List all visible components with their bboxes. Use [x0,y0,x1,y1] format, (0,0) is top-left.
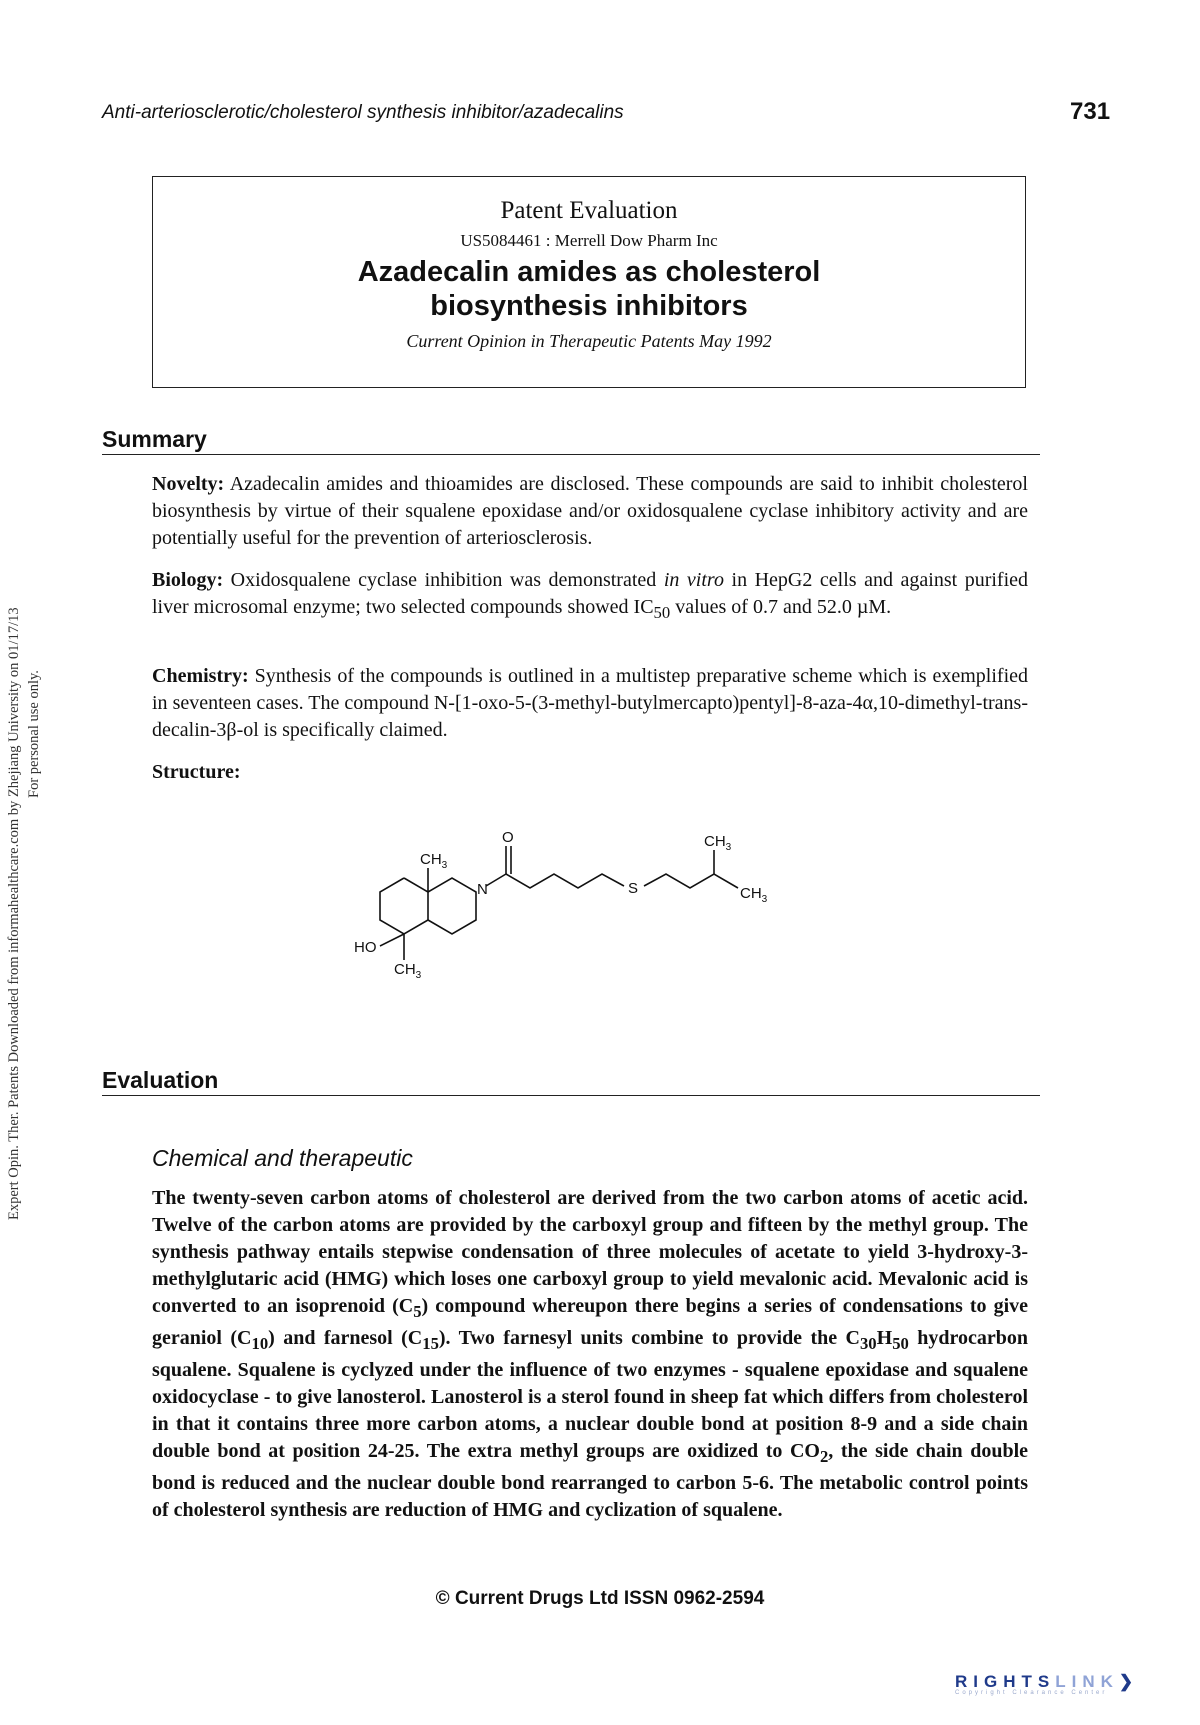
sub-c10: 10 [251,1334,269,1353]
rightslink-wordmark: RIGHTSLINK❯ [955,1672,1140,1691]
biology-label: Biology: [152,569,224,591]
eval-text-6: hydrocarbon squalene. Squalene is cyclyzed under the influence of two enzymes - squalene epoxidase and squalene oxidocyclase - to give lanosterol. Lanosterol is a sterol found in sheep fat which differs from cholesterol in that it contains three more carbon atoms, a nuclear double bond at position 8-9 and a side chain double bond at position 24-25. The extra methyl groups are oxidized to CO [152,1327,1029,1462]
chemical-structure [340,800,860,980]
ch3-top: $CH_3$ [420,851,448,871]
eval-text-4: ). Two farnesyl units combine to provide the C [438,1327,860,1349]
n-atom: N [477,881,488,898]
patent-number: US5084461 : Merrell Dow Pharm Inc [460,231,718,250]
novelty-label: Novelty: [152,473,225,495]
eval-text-3: ) and farnesol (C [268,1327,423,1349]
copyright-line: © Current Drugs Ltd ISSN 0962-2594 [435,1588,765,1609]
novelty-text: Azadecalin amides and thioamides are disclosed. These compounds are said to inhibit cholesterol biosynthesis by virtue of their squalene epoxidase and/or oxidosqualene cyclase inhibitory activity and are potentially useful for the prevention of arteriosclerosis. [152,473,1028,549]
biology-text-a: Oxidosqualene cyclase inhibition was demonstrated [230,569,657,591]
biology-text-b: in HepG2 cells and against purified liver microsomal enzyme; two selected compounds showed IC [152,569,1029,618]
side-watermark [0,295,62,1225]
ch3-bottom: $CH_3$ [394,961,422,980]
sub-c5: 5 [413,1302,422,1321]
running-head: Anti-arteriosclerotic/cholesterol synthesis inhibitor/azadecalins [102,102,624,123]
rightslink-link: LINK [1055,1672,1119,1691]
sub-h50: 50 [892,1334,909,1353]
ho-group: HO [354,939,377,956]
rightslink-subtitle: Copyright Clearance Center [955,1690,1108,1696]
sub-co2: 2 [819,1447,829,1466]
watermark-line-2: For personal use only. [26,670,42,798]
summary-heading: Summary [102,426,1040,455]
biology-in-vitro: in vitro [663,569,724,591]
biology-text-c: values of 0.7 and 52.0 µM. [675,596,892,618]
evaluation-heading: Evaluation [102,1067,1040,1096]
sub-c15: 15 [422,1334,439,1353]
source-citation: Current Opinion in Therapeutic Patents May 1992 [406,331,772,351]
ch3-branch-top: $CH_3$ [704,833,732,853]
subsection-heading: Chemical and therapeutic [152,1145,413,1171]
article-title [153,255,1025,323]
novelty-paragraph [152,471,1028,552]
title-line-2: biosynthesis inhibitors [430,290,748,322]
box-heading: Patent Evaluation [500,197,678,224]
sub-c30: 30 [859,1334,877,1353]
patent-evaluation-box [152,176,1026,388]
chemistry-paragraph [152,663,1028,744]
evaluation-body [152,1185,1028,1524]
chemistry-label: Chemistry: [152,665,249,687]
rightslink-logo [955,1672,1195,1712]
watermark-line-1: Expert Opin. Ther. Patents Downloaded from informahealthcare.com by Zhejiang University on 01/17/13 [6,607,22,1220]
eval-text-5: H [876,1327,893,1349]
eval-text-1: The twenty-seven carbon atoms of cholesterol are derived from the two carbon atoms of acetic acid. Twelve of the carbon atoms are provided by the carboxyl group and fifteen by the methyl group. The synthesis pathway entails stepwise condensation of three molecules of acetate to yield 3-hydroxy-3-methylglutaric acid (HMG) which loses one carboxyl group to yield mevalonic acid. Mevalonic acid is converted to an isoprenoid (C [152,1187,1028,1317]
structure-label: Structure: [152,761,241,783]
o-atom: O [502,829,514,846]
title-line-1: Azadecalin amides as cholesterol [357,256,821,288]
chemistry-text: Synthesis of the compounds is outlined in a multistep preparative scheme which is exemplified in seventeen cases. The compound N-[1-oxo-5-(3-methyl-butylmercapto)pentyl]-8-aza-4α,10-dimethyl-trans-decalin-3β-ol is specifically claimed. [152,665,1028,741]
rightslink-rights: RIGHTS [955,1672,1056,1691]
s-atom: S [628,880,639,897]
eval-text-2: ) compound whereupon there begins a series of condensations to give geraniol (C [152,1295,1028,1349]
ic50-subscript: 50 [653,603,671,622]
eval-text-7: , the side chain double bond is reduced and the nuclear double bond rearranged to carbon 5-6. The metabolic control points of cholesterol synthesis are reduction of HMG and cyclization of squalene. [152,1440,1029,1521]
biology-paragraph [152,567,1028,626]
page-number: 731 [1070,98,1111,125]
ch3-branch-end: $CH_3$ [740,885,768,905]
